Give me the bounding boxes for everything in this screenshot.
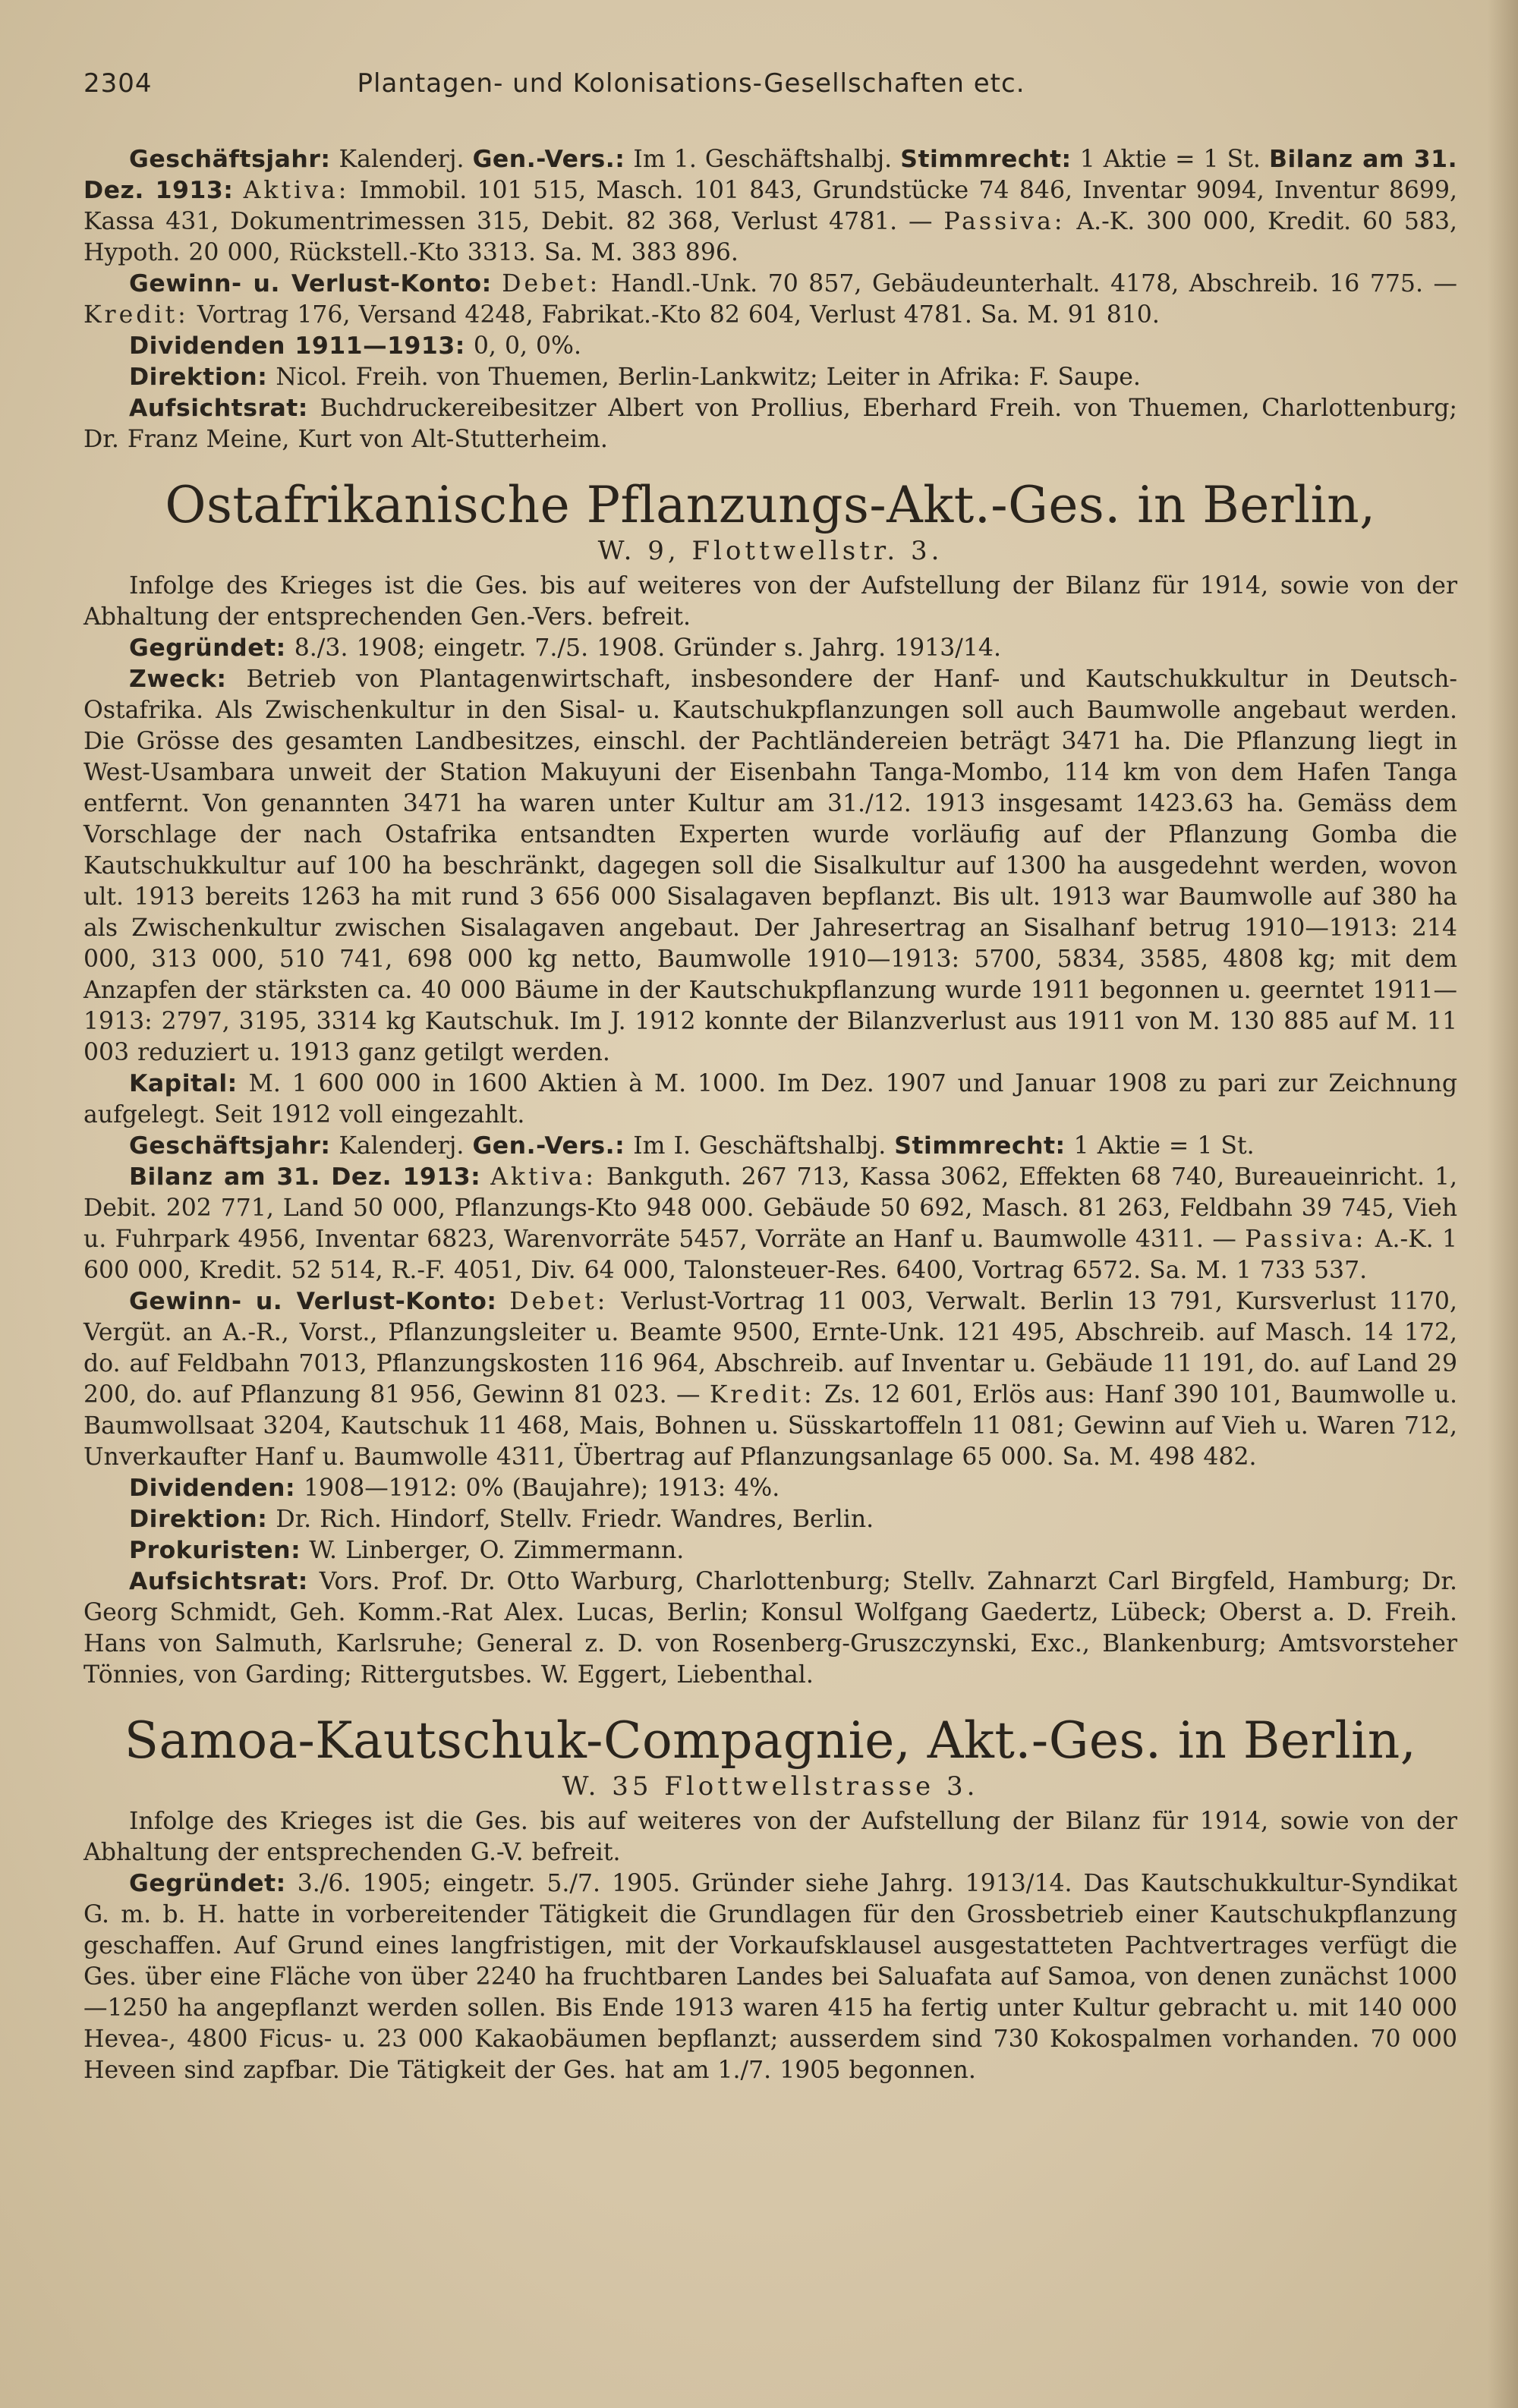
s1-zweck-paragraph — [83, 664, 1457, 1069]
s0-genvers-label: Gen.-Vers.: — [472, 146, 625, 173]
s0-kredit-label: Kredit: — [83, 301, 189, 329]
s1-bilanz-text2: A.-K. 1 600 000, Kredit. 52 514, R.-F. 4051, Div. 64 000, Talonsteuer-Res. 6400, Vortrag 6572. Sa. M. 1 733 537. — [83, 1226, 1458, 1284]
s1-aufsichtsrat-paragraph — [83, 1566, 1457, 1691]
s0-gewinn-text2: Vortrag 176, Versand 4248, Fabrikat.-Kto 82 604, Verlust 4781. Sa. M. 91 810. — [197, 301, 1160, 329]
s0-genvers-text: Im 1. Geschäftshalbj. — [633, 146, 893, 173]
s2-intro: Infolge des Krieges ist die Ges. bis auf weiteres von der Aufstellung der Bilanz für 1914, sowie von der Abhaltung der entsprechenden G.-V. befreit. — [83, 1808, 1457, 1866]
s0-stimmrecht-text: 1 Aktie = 1 St. — [1079, 146, 1261, 173]
s1-aufsichtsrat-label: Aufsichtsrat: — [129, 1568, 308, 1595]
s1-gegruendet-paragraph — [83, 633, 1457, 664]
page-number: 2304 — [83, 68, 153, 99]
s0-geschaeftsjahr-paragraph — [83, 144, 1457, 269]
s1-gewinn-text1: Verlust-Vortrag 11 003, Verwalt. Berlin 13 791, Kursverlust 1170, Vergüt. an A.-R., Vorst., Pflanzungsleiter u. Beamte 9500, Ernte-Unk. 121 495, Abschreib. auf Masch. 14 172, do. auf Feldbahn 7013, Pflanzungskosten 116 964, Abschreib. auf Inventar u. Gebäude 11 191, do. auf Land 29 200, do. auf Pflanzung 81 956, Gewinn 81 023. — — [83, 1288, 1457, 1409]
s1-aktiva-label: Aktiva: — [490, 1163, 597, 1191]
s0-aufsichtsrat-text: Buchdruckereibesitzer Albert von Prollius, Eberhard Freih. von Thuemen, Charlottenburg; Dr. Franz Meine, Kurt von Alt-Stutterheim. — [83, 395, 1458, 453]
s1-dividenden-label: Dividenden: — [129, 1475, 296, 1502]
s1-geschaeftsjahr-label: Geschäftsjahr: — [129, 1132, 331, 1160]
s0-bilanz-text2: A.-K. 300 000, Kredit. 60 583, Hypoth. 20 000, Rückstell.-Kto 3313. Sa. M. 383 896. — [83, 208, 1458, 266]
s1-stimmrecht-text: 1 Aktie = 1 St. — [1073, 1132, 1255, 1160]
s1-geschaeftsjahr-text: Kalenderj. — [339, 1132, 465, 1160]
page-header — [83, 68, 1457, 114]
s1-geschaeftsjahr-paragraph — [83, 1131, 1457, 1162]
s1-company-title: Ostafrikanische Pflanzungs-Akt.-Ges. in Berlin, — [165, 476, 1376, 534]
s1-gewinn-text2: Zs. 12 601, Erlös aus: Hanf 390 101, Baumwolle u. Baumwollsaat 3204, Kautschuk 11 468, Mais, Bohnen u. Süsskartoffeln 11 081; Gewinn auf Vieh u. Waren 712, Unverkaufter Hanf u. Baumwolle 4311, Übertrag auf Pflanzungsanlage 65 000. Sa. M. 498 482. — [83, 1381, 1457, 1471]
s1-aufsichtsrat-text: Vors. Prof. Dr. Otto Warburg, Charlottenburg; Stellv. Zahnarzt Carl Birgfeld, Hamburg; Dr. Georg Schmidt, Geh. Komm.-Rat Alex. Lucas, Berlin; Konsul Wolfgang Gaedertz, Lübeck; Oberst a. D. Freih. Hans von Salmuth, Karlsruhe; General z. D. von Rosenberg-Gruszczynski, Exc., Blankenburg; Amtsvorsteher Tönnies, von Garding; Rittergutsbes. W. Eggert, Liebenthal. — [83, 1568, 1457, 1689]
s0-bilanz-label: Bilanz am 31. Dez. 1913: — [83, 146, 1458, 204]
s0-debet-label: Debet: — [502, 270, 601, 297]
s1-kapital-text: M. 1 600 000 in 1600 Aktien à M. 1000. Im Dez. 1907 und Januar 1908 zu pari zur Zeichnung aufgelegt. Seit 1912 voll eingezahlt. — [83, 1070, 1458, 1128]
s1-bilanz-label: Bilanz am 31. Dez. 1913: — [129, 1163, 481, 1191]
s0-aktiva-label: Aktiva: — [243, 177, 350, 204]
s1-address: W. 9, Flottwellstr. 3. — [597, 536, 943, 566]
s1-prokuristen-label: Prokuristen: — [129, 1537, 301, 1564]
s0-direktion-label: Direktion: — [129, 364, 268, 391]
s1-direktion-text: Dr. Rich. Hindorf, Stellv. Friedr. Wandres, Berlin. — [276, 1506, 874, 1533]
s1-gewinn-paragraph — [83, 1286, 1457, 1473]
s0-bilanz-text1: Immobil. 101 515, Masch. 101 843, Grundstücke 74 846, Inventar 9094, Inventur 8699, Kassa 431, Dokumentrimessen 315, Debit. 82 368, Verlust 4781. — — [83, 177, 1458, 235]
s1-passiva-label: Passiva: — [1245, 1226, 1367, 1253]
s1-bilanz-paragraph — [83, 1162, 1457, 1286]
s2-company-title: Samoa-Kautschuk-Compagnie, Akt.-Ges. in Berlin, — [124, 1711, 1417, 1770]
s2-gegruendet-paragraph — [83, 1868, 1457, 2086]
s0-gewinn-label: Gewinn- u. Verlust-Konto: — [129, 270, 492, 297]
s1-prokuristen-paragraph — [83, 1535, 1457, 1566]
s1-bilanz-text1: Bankguth. 267 713, Kassa 3062, Effekten 68 740, Bureaueinricht. 1, Debit. 202 771, Land 50 000, Pflanzungs-Kto 948 000. Gebäude 50 692, Masch. 81 263, Feldbahn 39 745, Vieh u. Fuhrpark 4956, Inventar 6823, Warenvorräte 5457, Vorräte an Hanf u. Baumwolle 4311. — — [83, 1163, 1458, 1253]
s1-kapital-paragraph — [83, 1069, 1457, 1131]
s1-zweck-label: Zweck: — [129, 666, 227, 693]
s0-dividenden-text: 0, 0, 0%. — [473, 332, 581, 360]
s1-intro: Infolge des Krieges ist die Ges. bis auf weiteres von der Aufstellung der Bilanz für 1914, sowie von der Abhaltung der entsprechenden Gen.-Vers. befreit. — [83, 572, 1457, 631]
s0-gewinn-paragraph — [83, 269, 1457, 331]
s1-debet-label: Debet: — [509, 1288, 609, 1315]
running-head: Plantagen- und Kolonisations-Gesellschaften etc. — [357, 68, 1025, 99]
s1-direktion-label: Direktion: — [129, 1506, 268, 1533]
s0-direktion-paragraph — [83, 362, 1457, 393]
s0-stimmrecht-label: Stimmrecht: — [900, 146, 1072, 173]
s0-gewinn-text1: Handl.-Unk. 70 857, Gebäudeunterhalt. 4178, Abschreib. 16 775. — — [610, 270, 1458, 297]
s1-gegruendet-text: 8./3. 1908; eingetr. 7./5. 1908. Gründer s. Jahrg. 1913/14. — [294, 634, 1001, 662]
s1-zweck-text: Betrieb von Plantagenwirtschaft, insbesondere der Hanf- und Kautschukkultur in Deutsch-Ostafrika. Als Zwischenkultur in den Sisal- u. Kautschukpflanzungen soll auch Baumwolle angebaut werden. Die Grösse des gesamten Landbesitzes, einschl. der Pachtländereien beträgt 3471 ha. Die Pflanzung liegt in West-Usambara unweit der Station Makuyuni der Eisenbahn Tanga-Mombo, 114 km von dem Hafen Tanga entfernt. Von genannten 3471 ha waren unter Kultur am 31./12. 1913 insgesamt 1423.63 ha. Gemäss dem Vorschlage der nach Ostafrika entsandten Experten wurde vorläufig auf der Pflanzung Gomba die Kautschukkultur auf 100 ha beschränkt, dagegen soll die Sisalkultur auf 1300 ha ausgedehnt werden, wovon ult. 1913 bereits 1263 ha mit rund 3 656 000 Sisalagaven bepflanzt. Bis ult. 1913 war Baumwolle auf 380 ha als Zwischenkultur zwischen Sisalagaven angebaut. Der Jahresertrag an Sisalhanf betrug 1910—1913: 214 000, 313 000, 510 741, 698 000 kg netto, Baumwolle 1910—1913: 5700, 5834, 3585, 4808 kg; mit dem Anzapfen der stärksten ca. 40 000 Bäume in der Kautschukpflanzung wurde 1911 begonnen u. geerntet 1911—1913: 2797, 3195, 3314 kg Kautschuk. Im J. 1912 konnte der Bilanzverlust aus 1911 von M. 130 885 auf M. 11 003 reduziert u. 1913 ganz getilgt werden. — [83, 666, 1457, 1066]
s1-kapital-label: Kapital: — [129, 1070, 238, 1097]
s2-address: W. 35 Flottwellstrasse 3. — [562, 1771, 979, 1802]
s1-gewinn-label: Gewinn- u. Verlust-Konto: — [129, 1288, 497, 1315]
s1-dividenden-text: 1908—1912: 0% (Baujahre); 1913: 4%. — [304, 1475, 780, 1502]
s1-genvers-label: Gen.-Vers.: — [472, 1132, 625, 1160]
s1-gegruendet-label: Gegründet: — [129, 634, 286, 662]
s0-aufsichtsrat-label: Aufsichtsrat: — [129, 395, 308, 422]
s1-kredit-label: Kredit: — [709, 1381, 815, 1409]
s1-dividenden-paragraph — [83, 1473, 1457, 1504]
s1-prokuristen-text: W. Linberger, O. Zimmermann. — [309, 1537, 685, 1564]
s0-direktion-text: Nicol. Freih. von Thuemen, Berlin-Lankwitz; Leiter in Afrika: F. Saupe. — [276, 364, 1141, 391]
s2-gegruendet-text: 3./6. 1905; eingetr. 5./7. 1905. Gründer siehe Jahrg. 1913/14. Das Kautschukkultur-Syndikat G. m. b. H. hatte in vorbereitender Tätigkeit die Grundlagen für den Grossbetrieb einer Kautschukpflanzung geschaffen. Auf Grund eines langfristigen, mit der Vorkaufsklausel ausgestatteten Pachtvertrages verfügt die Ges. über eine Fläche von über 2240 ha fruchtbaren Landes bei Saluafata auf Samoa, von denen zunächst 1000—1250 ha angepflanzt werden sollen. Bis Ende 1913 waren 415 ha fertig unter Kultur gebracht u. mit 140 000 Hevea-, 4800 Ficus- u. 23 000 Kakaobäumen bepflanzt; ausserdem sind 730 Kokospalmen vorhanden. 70 000 Heveen sind zapfbar. Die Tätigkeit der Ges. hat am 1./7. 1905 begonnen. — [83, 1870, 1457, 2084]
s0-geschaeftsjahr-label: Geschäftsjahr: — [129, 146, 331, 173]
s0-passiva-label: Passiva: — [943, 208, 1066, 235]
s0-dividenden-paragraph — [83, 331, 1457, 362]
s0-aufsichtsrat-paragraph — [83, 393, 1457, 455]
s0-dividenden-label: Dividenden 1911—1913: — [129, 332, 465, 360]
s1-direktion-paragraph — [83, 1504, 1457, 1535]
s1-stimmrecht-label: Stimmrecht: — [894, 1132, 1066, 1160]
page-edge-shadow — [1488, 0, 1518, 2408]
s1-genvers-text: Im I. Geschäftshalbj. — [633, 1132, 887, 1160]
s2-gegruendet-label: Gegründet: — [129, 1870, 286, 1897]
s0-geschaeftsjahr-text: Kalenderj. — [339, 146, 465, 173]
